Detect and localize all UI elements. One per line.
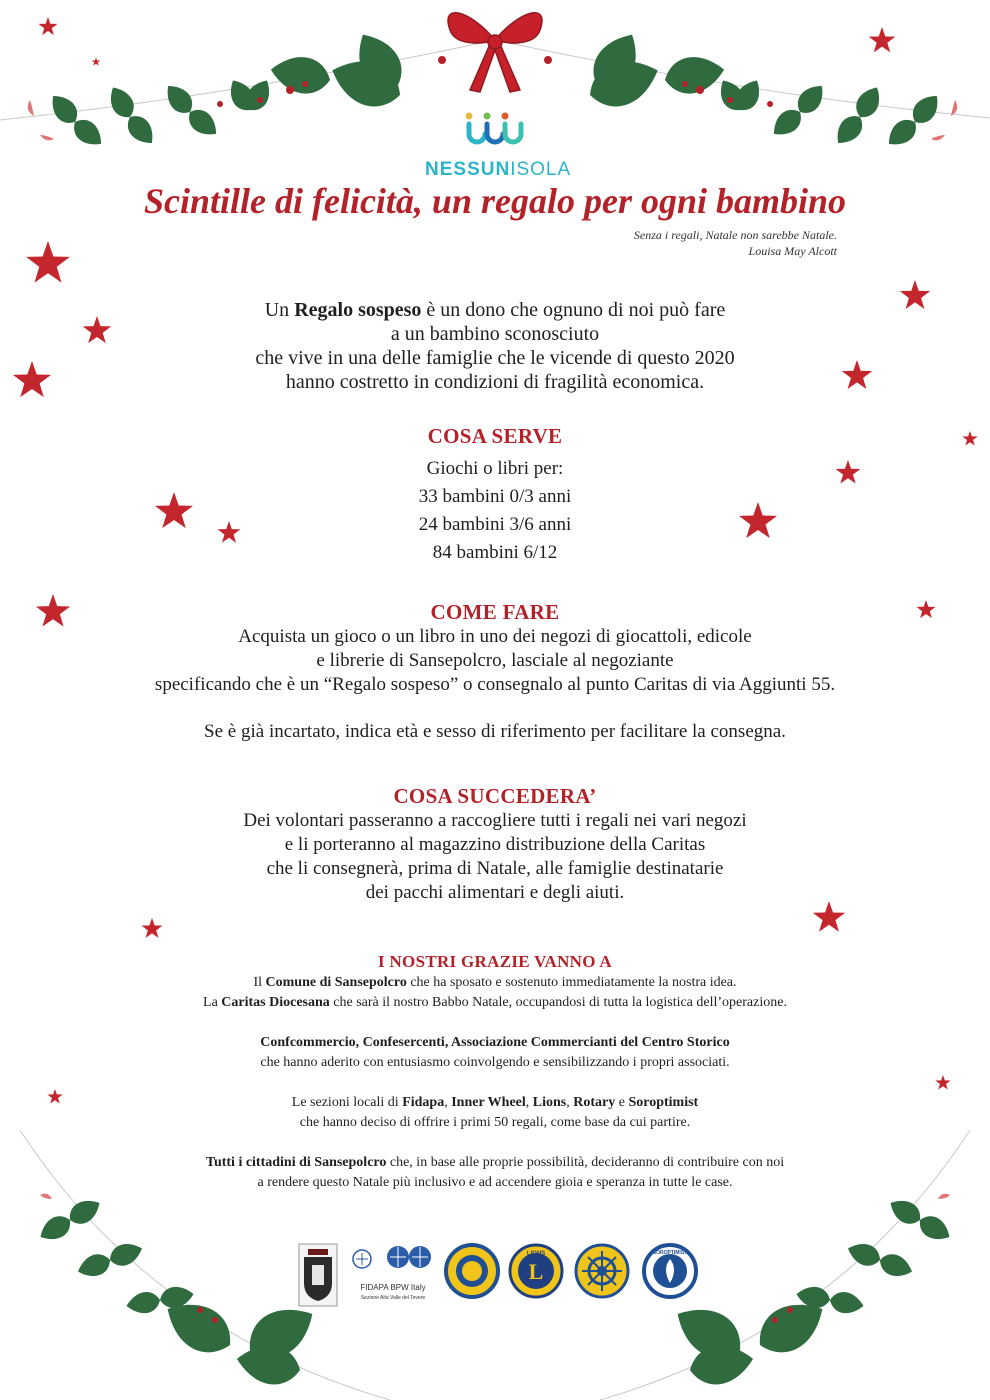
lions-logo-icon: [508, 1243, 564, 1299]
cosa-succedera-line: Dei volontari passeranno a raccogliere tutti i regali nei vari negozi: [243, 810, 747, 831]
grazie-bold: Soroptimist: [628, 1095, 699, 1110]
cosa-succedera-line: e li porteranno al magazzino distribuzione della Caritas: [284, 834, 706, 855]
grazie-text: ,: [566, 1095, 574, 1110]
grazie-text: e: [615, 1095, 629, 1110]
quote: [634, 227, 837, 259]
fidapa-caption: [348, 1283, 438, 1303]
grazie-text: che ha sposato e sostenuto immediatamente la nostra idea.: [406, 975, 737, 990]
grazie-clubs-line-2: che hanno deciso di offrire i primi 50 regali, come base da cui partire.: [299, 1115, 691, 1130]
grazie-bold: Inner Wheel: [451, 1095, 526, 1110]
grazie-bold: Comune di Sansepolcro: [265, 975, 407, 990]
grazie-text: che, in base alle proprie possibilità, decideranno di contribuire con noi: [386, 1155, 785, 1170]
grazie-comune-line: [0, 973, 990, 993]
grazie-text: ,: [525, 1095, 533, 1110]
come-fare-text: [0, 625, 990, 697]
nessunisola-logo: [425, 112, 572, 181]
cosa-serve-item: 33 bambini 0/3 anni: [418, 486, 572, 507]
intro-line-4: hanno costretto in condizioni di fragilità economica.: [285, 371, 705, 393]
grazie-text: La: [203, 995, 222, 1010]
logo-part2: ISOLA: [510, 159, 572, 180]
cosa-succedera-line: dei pacchi alimentari e degli aiuti.: [365, 882, 625, 903]
grazie-paragraph-3: [0, 1093, 990, 1133]
intro-line-1-pre: Un: [264, 299, 295, 321]
grazie-paragraph-2: [0, 1033, 990, 1073]
grazie-heading: I NOSTRI GRAZIE VANNO A: [378, 952, 612, 971]
soroptimist-label: SOROPTIMIST: [652, 1250, 688, 1256]
cosa-succedera-heading: COSA SUCCEDERA’: [393, 784, 597, 808]
grazie-text: Le sezioni locali di: [291, 1095, 403, 1110]
grazie-bold: Caritas Diocesana: [221, 995, 330, 1010]
grazie-citizens-line-2: a rendere questo Natale più inclusivo e ad accendere gioia e speranza in tutte le case.: [257, 1175, 733, 1190]
rotary-logo-icon: [574, 1243, 630, 1299]
quote-author: Louisa May Alcott: [748, 244, 837, 258]
svg-text:L: L: [528, 1259, 544, 1284]
quote-text: Senza i regali, Natale non sarebbe Natale.: [633, 228, 837, 242]
cosa-serve-heading: COSA SERVE: [427, 424, 563, 448]
come-fare-line: e librerie di Sansepolcro, lasciale al negoziante: [316, 650, 674, 671]
intro-line-1-post: è un dono che ognuno di noi può fare: [421, 299, 726, 321]
intro-line-2: a un bambino sconosciuto: [390, 323, 600, 345]
red-bow-icon: [448, 13, 542, 92]
inner-wheel-logo-icon: [444, 1243, 500, 1299]
soroptimist-logo-icon: [642, 1243, 698, 1299]
grazie-text: Il: [253, 975, 266, 990]
fidapa-sub: Sezione Alta Valle del Tevere: [360, 1295, 426, 1301]
sponsor-logos: [298, 1243, 708, 1313]
grazie-bold: Lions: [532, 1095, 567, 1110]
intro-line-1-bold: Regalo sospeso: [294, 299, 422, 321]
grazie-paragraph-4: [0, 1153, 990, 1193]
intro-line-3: che vive in una delle famiglie che le vicende di questo 2020: [255, 347, 735, 369]
logo-wordmark: [425, 159, 572, 181]
fidapa-logo-icon: [350, 1243, 438, 1279]
page-title: Scintille di felicità, un regalo per ogni bambino: [143, 181, 847, 221]
come-fare-heading: COME FARE: [430, 600, 560, 624]
cosa-serve-list: [0, 455, 990, 567]
intro-line-1: [0, 298, 990, 322]
come-fare-note: Se è già incartato, indica età e sesso di riferimento per facilitare la consegna.: [204, 721, 786, 742]
cosa-serve-item: 84 bambini 6/12: [432, 542, 558, 563]
cosa-succedera-text: [0, 809, 990, 905]
grazie-paragraph-1: [0, 973, 990, 1013]
grazie-clubs-line: [0, 1093, 990, 1113]
grazie-text: ,: [444, 1095, 452, 1110]
grazie-text: che sarà il nostro Babbo Natale, occupandosi di tutta la logistica dell’operazione.: [329, 995, 787, 1010]
cosa-succedera-line: che li consegnerà, prima di Natale, alle famiglie destinatarie: [266, 858, 724, 879]
come-fare-line: specificando che è un “Regalo sospeso” o consegnalo al punto Caritas di via Aggiunti 55.: [154, 674, 836, 695]
grazie-associations-line-2: che hanno aderito con entusiasmo coinvolgendo e sensibilizzando i propri associati.: [260, 1055, 730, 1070]
grazie-bold: Tutti i cittadini di Sansepolcro: [205, 1155, 387, 1170]
cosa-serve-item: Giochi o libri per:: [426, 458, 564, 479]
intro-paragraph: [0, 298, 990, 394]
nessunisola-logo-icon: [463, 112, 527, 152]
grazie-bold: Confcommercio, Confesercenti, Associazione Commercianti del Centro Storico: [260, 1035, 730, 1050]
grazie-caritas-line: [0, 993, 990, 1013]
grazie-bold: Rotary: [573, 1095, 616, 1110]
grazie-bold: Fidapa: [402, 1095, 445, 1110]
fidapa-name: FIDAPA BPW Italy: [360, 1283, 426, 1292]
come-fare-line: Acquista un gioco o un libro in uno dei negozi di giocattoli, edicole: [238, 626, 752, 647]
logo-part1: NESSUN: [425, 159, 511, 180]
grazie-citizens-line: [0, 1153, 990, 1173]
grazie-associations-line: [0, 1033, 990, 1053]
cosa-serve-item: 24 bambini 3/6 anni: [418, 514, 572, 535]
sansepolcro-crest-icon: [298, 1243, 338, 1307]
lions-label: LIONS: [526, 1251, 546, 1257]
